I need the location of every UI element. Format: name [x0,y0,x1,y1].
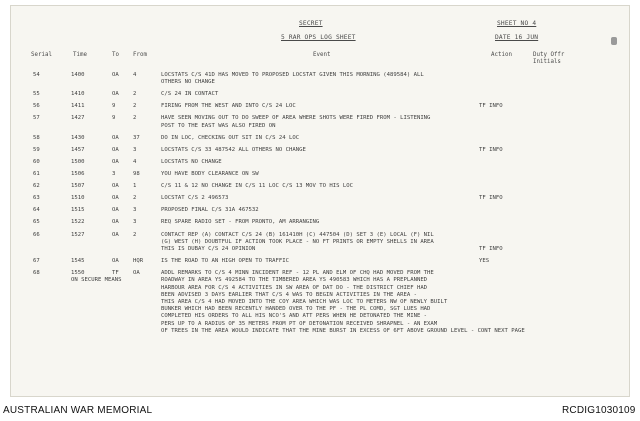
cell-event [161,207,491,214]
cell-to: OA [112,72,119,78]
event-line: BUNKER WHICH HAD BEEN RECENTLY HANDED OVER TO THE PF - THE PL COMD, SGT LUES HAD [161,306,431,313]
cell-serial: 54 [33,72,40,78]
event-line: COMPLETED HIS ORDERS TO ALL HIS NCO'S AND ATT PERS WHEN HE DETONATED THE MINE - [161,313,428,320]
cell-to: OA [112,183,119,190]
col-serial: Serial [31,52,52,58]
cell-from: 2 [133,91,137,98]
event-line: ADDL REMARKS TO C/S 4 MINN INCIDENT REF - 12 PL AND ELM OF CHQ HAD MOVED FROM THE [161,270,434,277]
cell-from: 37 [133,134,140,141]
event-line: HARBOUR AREA FOR C/S 4 ACTIVITIES IN SW AREA OF DAT DO - THE DISTRICT CHIEF HAD [161,284,428,291]
cell-time: 1457 [71,146,85,153]
cell-from: 4 [133,158,137,165]
cell-serial: 64 [33,207,40,214]
cell-event [161,232,491,254]
event-line: OTHERS NO CHANGE [161,79,215,86]
cell-serial: 58 [33,134,40,141]
cell-serial: 67 [33,258,40,265]
cell-time: 1522 [71,219,85,226]
cell-time: 1545 [71,258,85,265]
table-row [11,195,631,207]
table-row [11,135,631,147]
cell-action: TF INFO [479,103,503,110]
cell-from: 1 [133,183,137,190]
log-sheet [10,5,630,397]
event-line: ROADWAY IN AREA YS 492584 TO THE TIMBERED AREA YS 490583 WHICH HAS A PREPLANNED [161,277,428,284]
event-line: BEEN ADVISED 3 DAYS EARLIER THAT C/S 4 WAS TO BEGIN ACTIVITIES IN THE AREA - [161,291,417,298]
table-row [11,159,631,171]
event-line: REQ SPARE RADIO SET - FROM PRONTO, AM ARRANGING [161,219,320,226]
cell-serial: 68 [33,270,40,277]
event-line: IS THE ROAD TO AN HIGH OPEN TO TRAFFIC [161,258,289,265]
table-row [11,103,631,115]
event-line: CONTACT REP (A) CONTACT C/S 24 (B) 161410H (C) 447504 (D) SET 3 (E) LOCAL (F) NIL [161,231,434,238]
cell-from: 2 [133,231,137,238]
cell-serial: 60 [33,158,40,165]
col-action: Action [491,52,512,58]
cell-time-note: ON SECURE MEANS [71,277,122,284]
event-line: YOU HAVE BODY CLEARANCE ON SW [161,171,259,178]
cell-event [161,159,491,166]
cell-event [161,219,491,226]
table-row [11,270,631,340]
cell-event [161,195,491,202]
cell-from: 2 [133,103,137,110]
col-event: Event [313,52,331,58]
sheet-number: SHEET NO 4 [497,20,537,27]
cell-from: 2 [133,115,137,122]
cell-time: 1550 [71,270,85,277]
cell-action: YES [479,258,490,265]
col-duty: Duty Offr [533,52,565,58]
cell-to: OA [112,258,119,265]
cell-serial: 56 [33,103,40,110]
col-to: To [112,52,119,58]
col-initials: Initials [533,59,561,65]
cell-time: 1510 [71,195,85,202]
cell-event [161,91,491,98]
event-line: THIS AREA C/S 4 HAD MOVED INTO THE COY AREA WHICH WAS LOC TO METERS NW OF NEWLY BUILT [161,298,448,305]
cell-time: 1506 [71,171,85,178]
col-time: Time [73,52,87,58]
cell-action: TF INFO [479,245,503,252]
cell-from: 4 [133,72,137,78]
cell-time: 1427 [71,115,85,122]
cell-serial: 63 [33,195,40,202]
cell-serial: 62 [33,183,40,190]
table-row [11,115,631,134]
event-line: LOCSTAT C/S 2 496573 [161,195,229,202]
event-line: THIS IS DUBAY C/S 24 OPINION [161,245,256,252]
cell-event [161,258,491,265]
cell-from: OA [133,270,140,277]
cell-to: 3 [112,171,116,178]
cell-to: OA [112,134,119,141]
cell-time: 1500 [71,158,85,165]
event-line: LOCSTATS C/S 41D HAS MOVED TO PROPOSED LOCSTAT GIVEN THIS MORNING (489584) ALL [161,72,424,78]
event-line: POST TO THE EAST WAS ALSO FIRED ON [161,122,276,129]
cell-to: OA [112,146,119,153]
table-row [11,91,631,103]
log-table [11,72,631,340]
event-line: PERS UP TO A RADIUS OF 35 METERS FROM PT OF DETONATION RECEIVED SHRAPNEL - AN EXAM [161,320,438,327]
cell-serial: 65 [33,219,40,226]
cell-from: HQR [133,258,144,265]
table-row [11,171,631,183]
cell-event [161,270,525,335]
event-line: LOCSTATS C/S 33 487542 ALL OTHERS NO CHANGE [161,146,306,153]
table-row [11,147,631,159]
table-row [11,219,631,231]
table-row [11,207,631,219]
event-line: OF TREES IN THE AREA WOULD INDICATE THAT THE MINE BURST IN EXCESS OF 6FT ABOVE GROUND LEVEL - CONT NEXT PAGE [161,327,525,334]
table-row [11,232,631,259]
cell-to: TF [112,270,119,277]
cell-from: 3 [133,146,137,153]
event-line: HAVE SEEN MOVING OUT TO DO SWEEP OF AREA WHERE SHOTS WERE FIRED FROM - LISTENING [161,115,431,122]
cell-time: 1430 [71,134,85,141]
cell-serial: 55 [33,91,40,98]
event-line: C/S 11 & 12 NO CHANGE IN C/S 11 LOC C/S 13 MOV TO HIS LOC [161,183,353,190]
cell-event [161,115,491,129]
event-line: PROPOSED FINAL C/S 31A 467532 [161,207,259,214]
col-from: From [133,52,147,58]
cell-event [161,103,491,110]
cell-to: OA [112,91,119,98]
cell-time: 1410 [71,91,85,98]
table-row [11,72,631,91]
cell-to: OA [112,158,119,165]
cell-to: OA [112,231,119,238]
cell-time: 1527 [71,231,85,238]
cell-event [161,147,491,154]
ink-mark [611,37,617,45]
cell-from: 2 [133,195,137,202]
cell-to: 9 [112,103,116,110]
event-line: C/S 24 IN CONTACT [161,91,219,98]
classification-label: SECRET [299,20,323,27]
cell-event [161,171,491,178]
page-title: 5 RAR OPS LOG SHEET [281,34,356,41]
sheet-date: DATE 16 JUN [495,34,539,41]
cell-time: 1411 [71,103,85,110]
cell-to: 9 [112,115,116,122]
event-line: (G) WEST (H) DOUBTFUL IF ACTION TOOK PLACE - NO FT PRINTS OR EMPTY SHELLS IN AREA [161,238,434,245]
table-row [11,183,631,195]
cell-serial: 59 [33,146,40,153]
archive-id: RCDIG1030109 [562,405,636,416]
event-line: FIRING FROM THE WEST AND INTO C/S 24 LOC [161,103,296,110]
cell-event [161,183,491,190]
cell-serial: 61 [33,171,40,178]
cell-event [161,135,491,142]
cell-to: OA [112,207,119,214]
cell-action: TF INFO [479,195,503,202]
cell-event [161,72,491,86]
table-row [11,258,631,270]
cell-time: 1507 [71,183,85,190]
cell-time: 1515 [71,207,85,214]
cell-time: 1400 [71,72,85,78]
cell-from: 98 [133,171,140,178]
cell-from: 3 [133,219,137,226]
cell-serial: 57 [33,115,40,122]
cell-serial: 66 [33,231,40,238]
cell-action: TF INFO [479,146,503,153]
cell-from: 3 [133,207,137,214]
archive-credit: AUSTRALIAN WAR MEMORIAL [3,405,153,416]
event-line: LOCSTATS NO CHANGE [161,158,222,165]
cell-to: OA [112,219,119,226]
event-line: DO IN LOC, CHECKING OUT SIT IN C/S 24 LOC [161,134,300,141]
cell-to: OA [112,195,119,202]
